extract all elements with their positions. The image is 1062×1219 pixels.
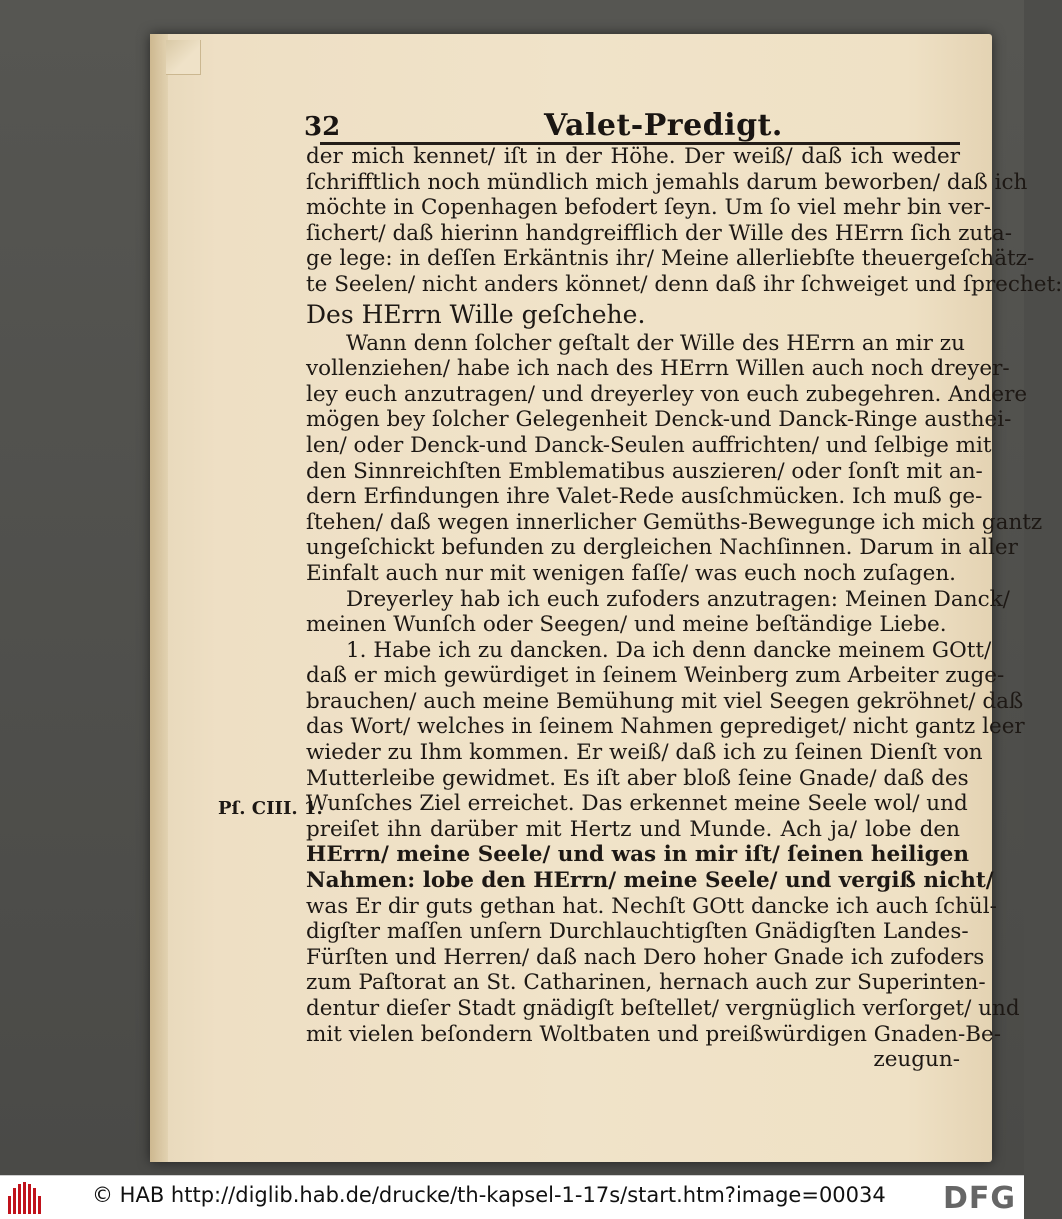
text-line: digſter maſſen unſern Durchlauchtigſten Gnädigſten Landes-: [306, 919, 969, 945]
text-line: vollenziehen/ habe ich nach des HErrn Willen auch noch dreyer-: [306, 356, 1010, 382]
text-line: te Seelen/ nicht anders könnet/ denn daß ihr ſchweiget und ſprechet:: [306, 271, 1062, 297]
text-line: das Wort/ welches in ſeinem Nahmen geprediget/ nicht gantz leer: [306, 714, 1025, 740]
catchword: zeugun-: [873, 1047, 960, 1073]
text-line: brauchen/ auch meine Bemühung mit viel Seegen gekröhnet/ daß: [306, 688, 1024, 714]
text-line: wieder zu Ihm kommen. Er weiß/ daß ich zu ſeinen Dienſt von: [306, 740, 983, 766]
text-line: dern Erfindungen ihre Valet-Rede ausſchmücken. Ich muß ge-: [306, 484, 983, 510]
text-line: der mich kennet/ iſt in der Höhe. Der weiß/ daß ich weder: [306, 144, 960, 169]
text-line: meinen Wunſch oder Seegen/ und meine beſtändige Liebe.: [306, 612, 947, 638]
text-line: zum Paſtorat an St. Catharinen, hernach auch zur Superinten-: [306, 970, 986, 996]
text-line: den Sinnreichſten Emblematibus auszieren/ oder ſonſt mit an-: [306, 458, 983, 484]
text-line: ſichert/ daß hierinn handgreifflich der Wille des HErrn ſich zuta-: [306, 220, 1013, 246]
copyright-link[interactable]: © HAB http://diglib.hab.de/drucke/th-kapsel-1-17s/start.htm?image=00034: [92, 1183, 886, 1207]
page-header: [300, 106, 960, 144]
text-line: Mutterleibe gewidmet. Es iſt aber bloß ſeine Gnade/ daß des: [306, 765, 969, 791]
text-line: Wunſches Ziel erreichet. Das erkennet meine Seele wol/ und: [306, 791, 968, 817]
text-line: ſchrifftlich noch mündlich mich jemahls darum beworben/ daß ich: [306, 169, 1028, 195]
text-line: ge lege: in deſſen Erkäntnis ihr/ Meine allerliebſte theuergeſchätz-: [306, 246, 1035, 272]
text-line: daß er mich gewürdiget in ſeinem Weinberg zum Arbeiter zuge-: [306, 663, 1005, 689]
text-line: ſtehen/ daß wegen innerlicher Gemüths-Bewegunge ich mich gantz: [306, 509, 1043, 535]
text-line: preiſet ihn darüber mit Hertz und Munde. Ach ja/ lobe den: [306, 816, 960, 842]
text-line: Des HErrn Wille geſchehe.: [306, 299, 646, 329]
margin-note: Pſ. CIII. 1.: [218, 798, 323, 819]
text-line: HErrn/ meine Seele/ und was in mir iſt/ ſeinen heiligen: [306, 842, 969, 868]
text-line: mögen bey ſolcher Gelegenheit Denck-und Danck-Ringe austhei-: [306, 407, 1012, 433]
text-line: len/ oder Denck-und Danck-Seulen auffrichten/ und ſelbige mit: [306, 432, 992, 458]
text-line: Dreyerley hab ich euch zufoders anzutragen: Meinen Danck/: [346, 586, 1010, 612]
text-line: Wann denn ſolcher geſtalt der Wille des HErrn an mir zu: [346, 330, 965, 356]
text-line: möchte in Copenhagen befodert ſeyn. Um ſo viel mehr bin ver-: [306, 195, 991, 221]
text-line: Nahmen: lobe den HErrn/ meine Seele/ und vergiß nicht/: [306, 868, 994, 894]
text-line: Einfalt auch nur mit wenigen faſſe/ was euch noch zuſagen.: [306, 560, 956, 586]
page-number: 32: [304, 112, 341, 142]
text-line: ley euch anzutragen/ und dreyerley von euch zubegehren. Andere: [306, 381, 1028, 407]
dfg-logo: DFG: [942, 1181, 1016, 1216]
text-line: Fürſten und Herren/ daß nach Dero hoher Gnade ich zufoders: [306, 944, 985, 970]
text-line: 1. Habe ich zu dancken. Da ich denn dancke meinem GOtt/: [346, 637, 992, 663]
running-title: Valet-Predigt.: [544, 108, 783, 143]
body-text: [306, 144, 1062, 1073]
footer-bar: [0, 1175, 1024, 1219]
hab-logo-icon: [8, 1182, 48, 1214]
text-line: dentur dieſer Stadt gnädigſt beſtellet/ vergnüglich verſorget/ und: [306, 996, 1020, 1021]
dog-ear-corner: [166, 40, 201, 75]
text-line: mit vielen beſondern Woltbaten und preißwürdigen Gnaden-Be-: [306, 1021, 1002, 1047]
text-line: was Er dir guts gethan hat. Nechſt GOtt dancke ich auch ſchül-: [306, 893, 997, 919]
page-gutter: [150, 34, 168, 1162]
text-line: ungeſchickt befunden zu dergleichen Nachſinnen. Darum in aller: [306, 535, 1018, 561]
